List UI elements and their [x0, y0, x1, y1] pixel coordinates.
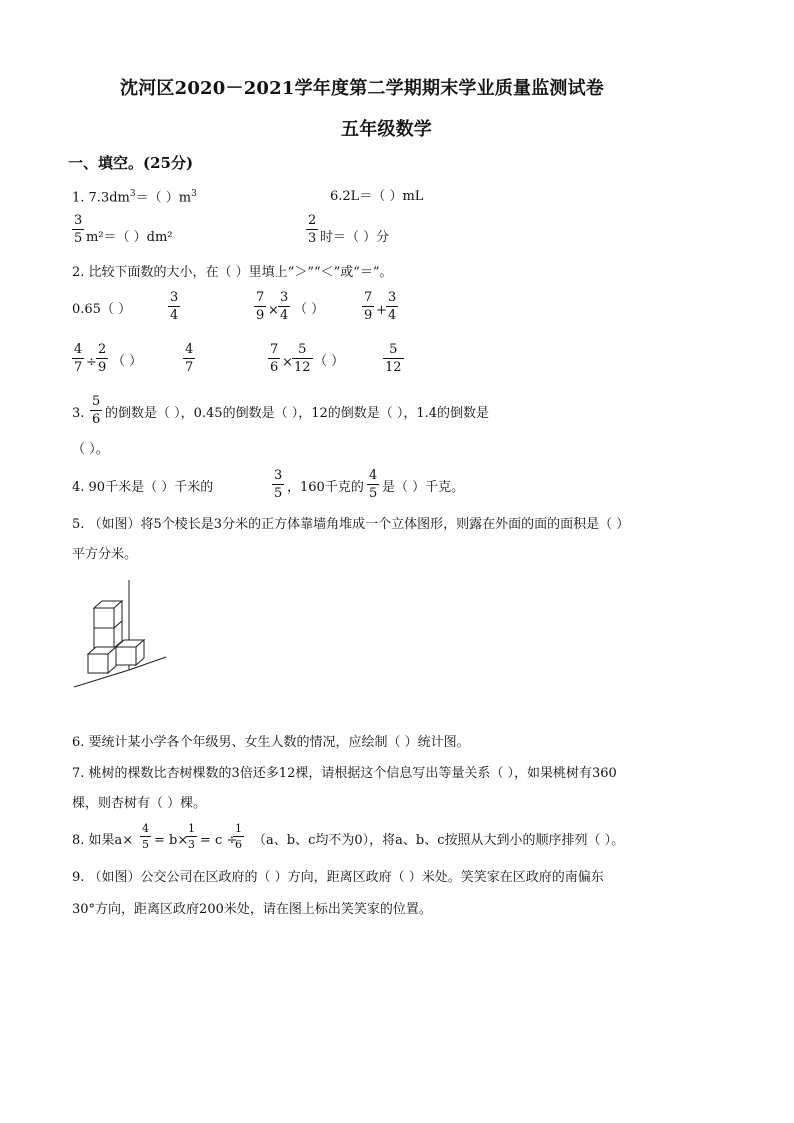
q8-frac-1-3 — [186, 823, 197, 850]
q1-c-text: m²＝（ ）dm² — [86, 230, 173, 245]
den: 5 — [369, 486, 378, 501]
q1-c-den: 5 — [74, 231, 83, 246]
num: 1 — [235, 822, 242, 835]
num: 3 — [170, 290, 179, 305]
q3-line1: 的倒数是（ ），0.45的倒数是（ ），12的倒数是（ ），1.4的倒数是 — [105, 406, 490, 421]
den: 4 — [170, 308, 179, 323]
num: 4 — [142, 822, 149, 835]
q2-r2-frac-2-9 — [96, 343, 108, 374]
den: 9 — [256, 308, 265, 323]
num: 3 — [280, 290, 289, 305]
q2-r2-frac-5-12 — [292, 343, 313, 374]
q7-line1: 7. 桃树的棵数比杏树棵数的3倍还多12棵，请根据这个信息写出等量关系（ ），如果桃树有360 — [72, 766, 617, 781]
num: 5 — [389, 342, 398, 357]
q8-frac-1-6 — [233, 823, 244, 850]
num: 2 — [98, 342, 107, 357]
num: 3 — [388, 290, 397, 305]
num: 7 — [256, 290, 265, 305]
section-heading: 一、填空。(25分) — [68, 154, 194, 172]
q6-text: 6. 要统计某小学各个年级男、女生人数的情况，应绘制（ ）统计图。 — [72, 735, 470, 750]
den: 9 — [364, 308, 373, 323]
q2-r1-frac-7-9 — [254, 291, 266, 322]
den: 4 — [388, 308, 397, 323]
q4-frac-3-5 — [272, 469, 284, 500]
q1-a-mid: ＝（ ）m — [135, 190, 192, 206]
den: 12 — [385, 360, 402, 375]
cube-stack-figure — [70, 575, 180, 690]
q1-c-fraction — [72, 214, 84, 245]
page-title: 沈河区2020－2021学年度第二学期期末学业质量监测试卷 — [120, 78, 604, 99]
q1-a-sup2: 3 — [191, 189, 197, 199]
den: 6 — [235, 838, 242, 851]
q4-part-b: ，160千克的 — [287, 480, 364, 495]
q2-r2-frac-4-7 — [72, 343, 84, 374]
q1-a-pre: 1. 7.3dm — [72, 190, 130, 206]
q3-number: 3. — [72, 406, 85, 421]
page-subtitle: 五年级数学 — [341, 119, 432, 140]
q2-r1-item1-left: 0.65（ ） — [72, 302, 132, 317]
den: 5 — [274, 486, 283, 501]
num: 4 — [185, 342, 194, 357]
q3-line2: （ ）。 — [72, 442, 109, 457]
num: 1 — [188, 822, 195, 835]
q5-line1: 5. （如图）将5个棱长是3分米的正方体靠墙角堆成一个立体图形，则露在外面的面的面积是（ ） — [72, 517, 630, 532]
q2-r1-frac-3-4 — [168, 291, 180, 322]
q2-r2-blank1: （ ） — [112, 354, 143, 369]
q8-pre: 8. 如果a× — [72, 833, 134, 848]
den: 3 — [188, 838, 195, 851]
divide-sign: ÷ — [86, 355, 97, 370]
q1-d-num: 2 — [308, 213, 317, 228]
q1-part-b: 6.2L＝（ ）mL — [330, 189, 424, 204]
q2-stem: 2. 比较下面数的大小，在（ ）里填上“＞”“＜”或“＝”。 — [72, 265, 393, 280]
q8-frac-4-5 — [140, 823, 151, 850]
q9-line1: 9. （如图）公交公司在区政府的（ ）方向，距离区政府（ ）米处。笑笑家在区政府的南偏东 — [72, 870, 604, 885]
den: 12 — [294, 360, 311, 375]
den: 7 — [185, 360, 194, 375]
num: 7 — [270, 342, 279, 357]
den: 9 — [98, 360, 107, 375]
num: 4 — [369, 468, 378, 483]
q4-part-c: 是（ ）千克。 — [382, 480, 465, 495]
num: 4 — [74, 342, 83, 357]
q1-d-fraction — [306, 214, 318, 245]
q2-r1-frac-3-4c — [386, 291, 398, 322]
num: 5 — [92, 394, 101, 409]
den: 6 — [92, 412, 101, 427]
q2-r2-frac-5-12b — [383, 343, 404, 374]
q4-part-a: 4. 90千米是（ ）千米的 — [72, 480, 214, 495]
num: 5 — [298, 342, 307, 357]
den: 7 — [74, 360, 83, 375]
q2-r1-frac-3-4b — [278, 291, 290, 322]
q1-d-text: 时＝（ ）分 — [320, 230, 390, 245]
q2-r1-frac-7-9c — [362, 291, 374, 322]
q7-line2: 棵，则杏树有（ ）棵。 — [72, 796, 207, 811]
q3-frac-5-6 — [90, 395, 102, 426]
q8-post: （a、b、c均不为0），将a、b、c按照从大到小的顺序排列（ ）。 — [253, 833, 625, 848]
q8-mid1: = b× — [154, 833, 189, 848]
plus-sign: + — [376, 303, 387, 318]
q5-line2: 平方分米。 — [72, 547, 138, 562]
times-sign-2: × — [282, 355, 293, 370]
q9-line2: 30°方向，距离区政府200米处，请在图上标出笑笑家的位置。 — [72, 902, 432, 917]
times-sign: × — [268, 303, 279, 318]
q1-d-den: 3 — [308, 231, 317, 246]
num: 3 — [274, 468, 283, 483]
num: 7 — [364, 290, 373, 305]
q4-frac-4-5 — [367, 469, 379, 500]
q2-r2-frac-4-7b — [183, 343, 195, 374]
q2-r2-blank2: （ ） — [314, 354, 345, 369]
den: 5 — [142, 838, 149, 851]
q2-r1-blank: （ ） — [294, 302, 325, 317]
q1-c-num: 3 — [74, 213, 83, 228]
q1-a-sup: 3 — [129, 189, 136, 199]
den: 4 — [280, 308, 289, 323]
den: 6 — [270, 360, 279, 375]
q8-mid2: = c ÷ — [200, 833, 238, 848]
q1-part-a — [72, 190, 197, 204]
q2-r2-frac-7-6 — [268, 343, 280, 374]
